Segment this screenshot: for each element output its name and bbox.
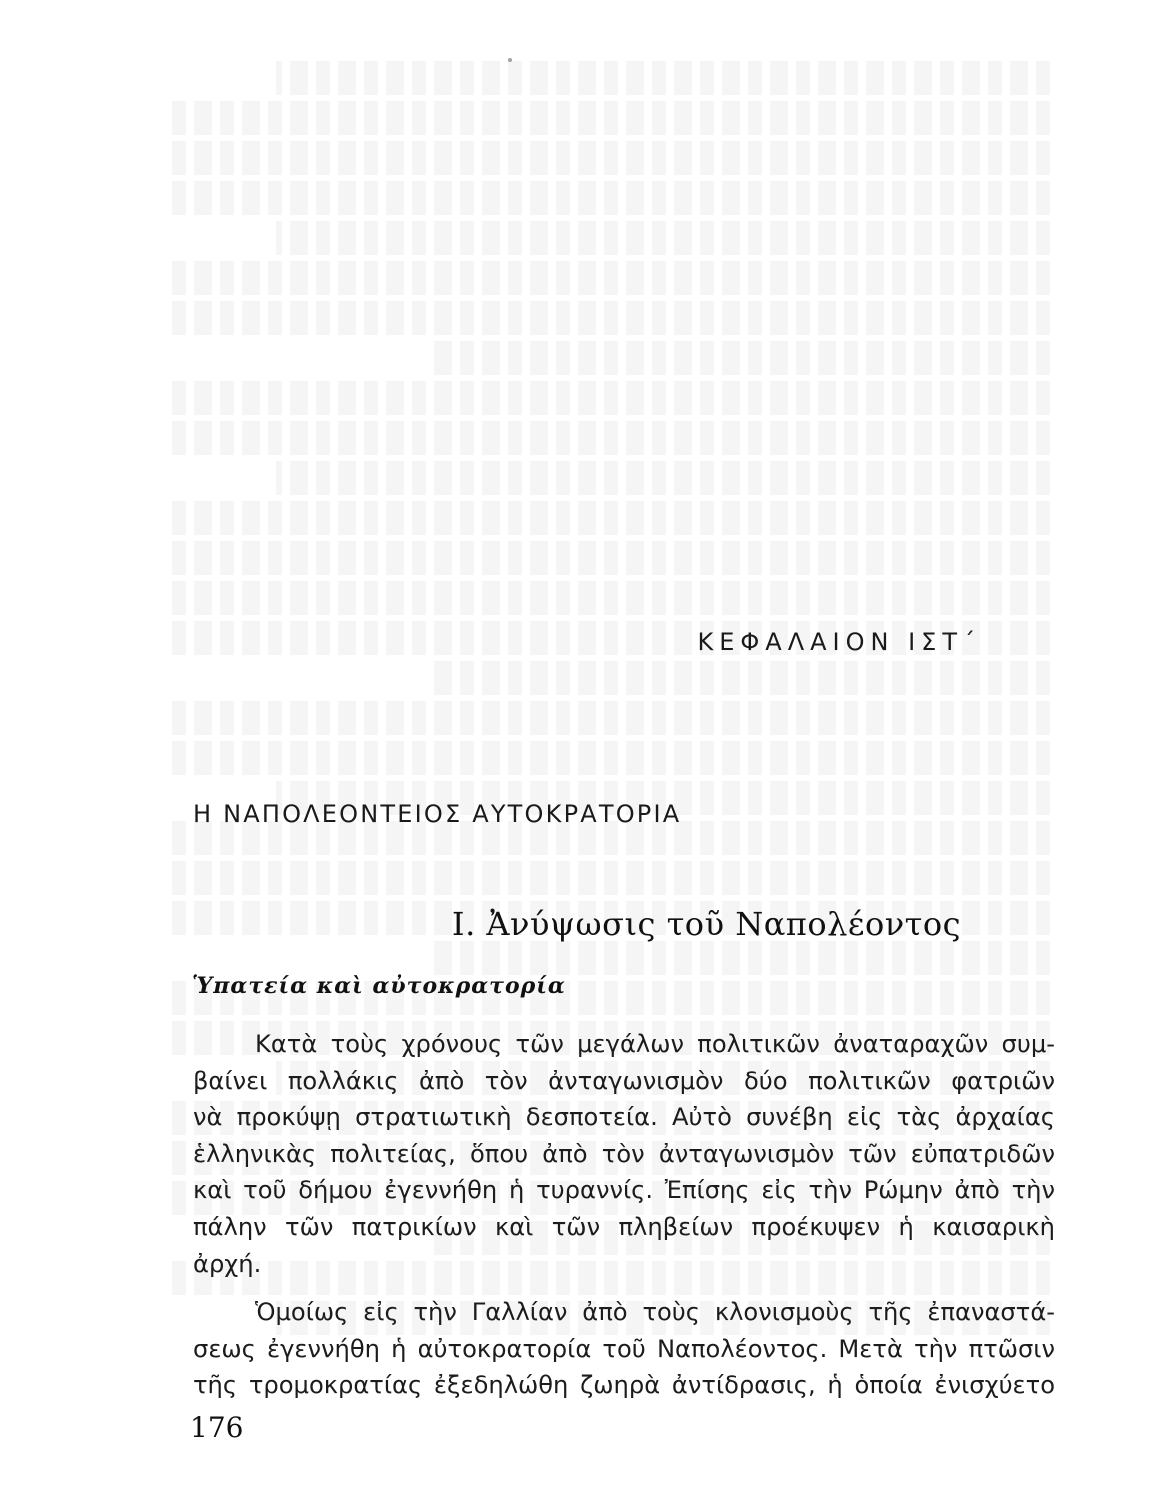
body-text bbox=[193, 1026, 1055, 1404]
chapter-heading: ΚΕΦΑΛΑΙΟΝ ΙΣΤ΄ bbox=[697, 628, 981, 656]
section-subheading: Ὑπατεία καὶ αὐτοκρατορία bbox=[192, 973, 566, 999]
text-line: ἑλληνικὰς πολιτείας, ὅπου ἀπὸ τὸν ἀνταγωνισμὸν τῶν εὐπατριδῶν bbox=[193, 1139, 1055, 1168]
text-line: βαίνει πολλάκις ἀπὸ τὸν ἀνταγωνισμὸν δύο πολιτικῶν φατριῶν bbox=[193, 1066, 1055, 1095]
text-line: καὶ τοῦ δήμου ἐγεννήθη ἡ τυραννίς. Ἐπίσης εἰς τὴν Ρώμην ἀπὸ τὴν bbox=[193, 1176, 1055, 1205]
text-line: Κατὰ τοὺς χρόνους τῶν μεγάλων πολιτικῶν ἀναταραχῶν συμ- bbox=[255, 1030, 1055, 1058]
text-line: πάλην τῶν πατρικίων καὶ τῶν πληβείων προέκυψεν ἡ καισαρικὴ bbox=[193, 1212, 1055, 1241]
text-line: σεως ἐγεννήθη ἡ αὐτοκρατορία τοῦ Ναπολέοντος. Μετὰ τὴν πτῶσιν bbox=[193, 1334, 1055, 1363]
text-line: νὰ προκύψῃ στρατιωτικὴ δεσποτεία. Αὐτὸ συνέβη εἰς τὰς ἀρχαίας bbox=[193, 1103, 1055, 1132]
text-line: ἀρχή. bbox=[193, 1249, 262, 1278]
paragraph-2 bbox=[193, 1294, 1055, 1404]
paragraph-1 bbox=[193, 1026, 1055, 1282]
section-title: Ι. Ἀνύψωσις τοῦ Ναπολέοντος bbox=[451, 905, 962, 943]
page-number: 176 bbox=[190, 1411, 244, 1444]
text-line: τῆς τρομοκρατίας ἐξεδηλώθη ζωηρὰ ἀντίδρασις, ἡ ὁποία ἐνισχύετο bbox=[193, 1371, 1055, 1400]
book-title-heading: Η ΝΑΠΟΛΕΟΝΤΕΙΟΣ ΑΥΤΟΚΡΑΤΟΡΙΑ bbox=[193, 800, 682, 828]
text-line: Ὁμοίως εἰς τὴν Γαλλίαν ἀπὸ τοὺς κλονισμοὺς τῆς ἐπαναστά- bbox=[255, 1298, 1055, 1327]
